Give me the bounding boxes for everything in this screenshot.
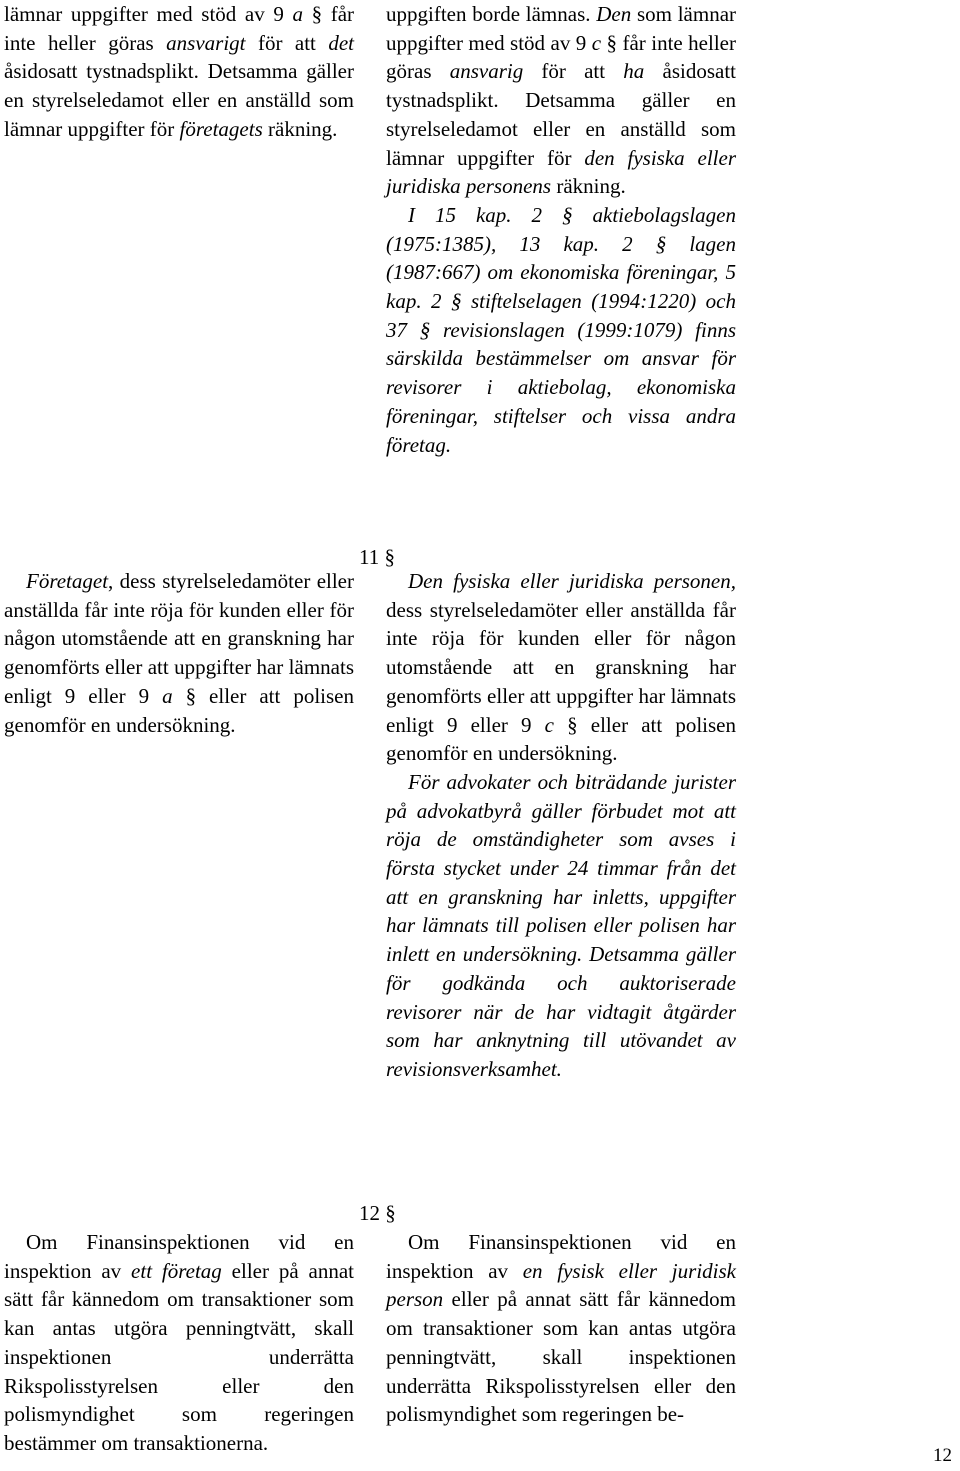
left-column-section-11 bbox=[4, 567, 354, 739]
right-column bbox=[386, 0, 736, 459]
right-paragraph-5: Om Finansinspektionen vid en inspektion av en fysisk eller juridisk person eller på annat sätt får kännedom om transaktioner som kan antas utgöra penningtvätt, skall inspektionen underrätta Rikspolisstyrelsen eller den polismyndighet som regeringen be- bbox=[386, 1230, 736, 1427]
left-column-section-12 bbox=[4, 1228, 354, 1458]
section-12-heading: 12 § bbox=[359, 1201, 396, 1225]
left-column bbox=[4, 0, 354, 144]
right-column-section-11 bbox=[386, 567, 736, 1084]
left-paragraph-1: lämnar uppgifter med stöd av 9 a § får inte heller göras ansvarigt för att det åsidosatt tystnadsplikt. Detsamma gäller en styrelseledamot eller en anställd som lämnar uppgifter för företagets räkning. bbox=[4, 2, 355, 141]
right-paragraph-2: I 15 kap. 2 § aktiebolagslagen (1975:1385), 13 kap. 2 § lagen (1987:667) om ekonomiska föreningar, 5 kap. 2 § stiftelselagen (1994:1220) och 37 § revisionslagen (1999:1079) finns särskilda bestämmelser om ansvar för revisorer i aktiebolag, ekonomiska föreningar, stiftelser och vissa andra företag. bbox=[386, 202, 736, 457]
right-paragraph-3: Den fysiska eller juridiska personen, dess styrelseledamöter eller anställda får inte röja för kunden eller för någon utomstående att en granskning har genomförts eller att uppgifter har lämnats enligt 9 eller 9 c § eller att polisen genomför en undersökning. bbox=[386, 569, 736, 766]
left-paragraph-2: Företaget, dess styrelseledamöter eller anställda får inte röja för kunden eller för någon utomstående att en granskning har genomförts eller att uppgifter har lämnats enligt 9 eller 9 a § eller att polisen genomför en undersökning. bbox=[4, 569, 354, 737]
right-paragraph-1: uppgiften borde lämnas. Den som lämnar uppgifter med stöd av 9 c § får inte heller göras ansvarig för att ha åsidosatt tystnadsplikt. Detsamma gäller en styrelseledamot eller en anställd som lämnar uppgifter för den fysiska eller juridiska personens räkning. bbox=[386, 2, 737, 199]
left-paragraph-3: Om Finansinspektionen vid en inspektion av ett företag eller på annat sätt får kännedom om transaktioner som kan antas utgöra penningtvätt, skall inspektionen underrätta Rikspolisstyrelsen eller den polismyndighet som regeringen bestämmer om transaktionerna. bbox=[4, 1230, 354, 1455]
right-column-section-12 bbox=[386, 1228, 736, 1429]
section-11-heading: 11 § bbox=[359, 545, 395, 569]
right-paragraph-4: För advokater och biträdande jurister på advokatbyrå gäller förbudet mot att röja de omständigheter som avses i första stycket under 24 timmar från det att en granskning har inletts, uppgifter har lämnats till polisen eller polisen har inlett en undersökning. Detsamma gäller för godkända och auktoriserade revisorer när de har vidtagit åtgärder som har anknytning till utövandet av revisionsverksamhet. bbox=[386, 769, 736, 1081]
page-number: 12 bbox=[933, 1445, 952, 1466]
